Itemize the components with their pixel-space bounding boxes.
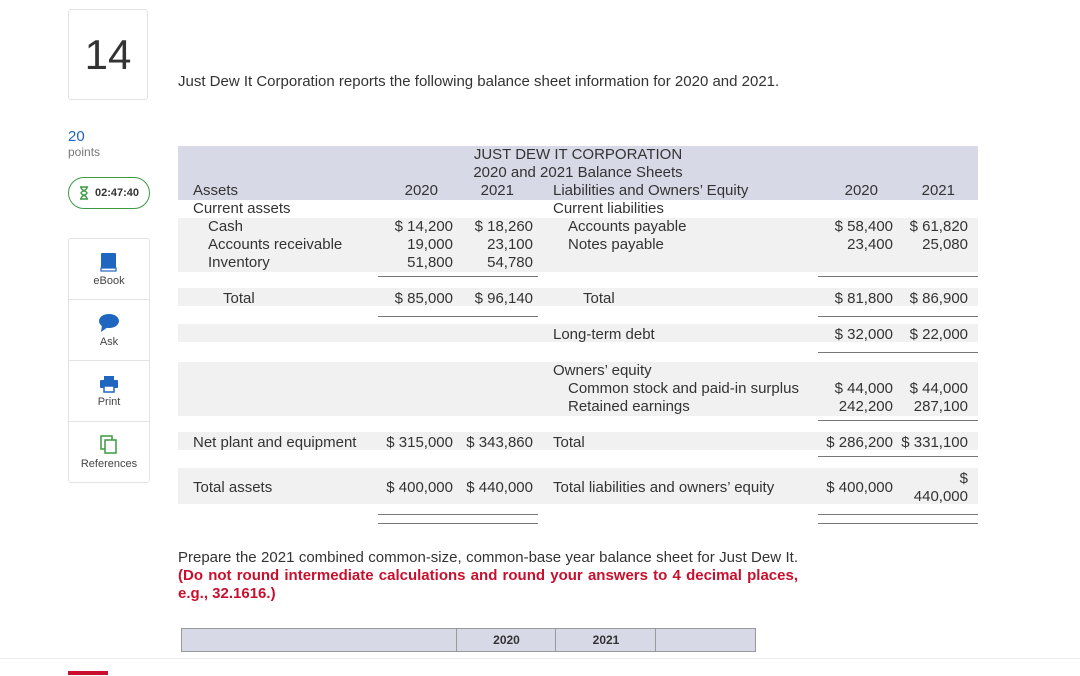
double-rule: [818, 523, 978, 524]
rounding-instruction: (Do not round intermediate calculations and round your answers to 4 decimal places, e.g., 32.1616.): [178, 567, 798, 602]
footer-red-mark: [68, 671, 108, 675]
total-assets-2020: $ 400,000: [386, 479, 453, 496]
retained-earnings-label: Retained earnings: [568, 398, 690, 415]
ar-label: Accounts receivable: [208, 236, 343, 253]
total-le-2021-value: 440,000: [913, 488, 968, 505]
rule: [818, 420, 978, 421]
tools-panel: [68, 238, 150, 483]
total-le-2020: $ 400,000: [826, 479, 893, 496]
net-plant-2021: $ 343,860: [466, 434, 533, 451]
net-plant-2020: $ 315,000: [386, 434, 453, 451]
current-liabilities-label: Current liabilities: [553, 200, 664, 217]
ask-label: Ask: [99, 335, 119, 348]
double-rule: [378, 514, 538, 515]
copy-icon: [100, 435, 118, 455]
printer-icon: [99, 375, 119, 393]
total-cl-2021: $ 86,900: [909, 290, 968, 307]
total-assets-2021: $ 440,000: [466, 479, 533, 496]
np-2020: 23,400: [847, 236, 893, 253]
total-ca-label: Total: [223, 290, 255, 307]
total-oe-2020: $ 286,200: [826, 434, 893, 451]
balance-sheet-table: [178, 146, 978, 526]
total-cl-label: Total: [583, 290, 615, 307]
np-2021: 25,080: [922, 236, 968, 253]
total-le-label: Total liabilities and owners’ equity: [553, 479, 775, 496]
year-2021-header: 2021: [921, 182, 955, 199]
prepare-instructions: [178, 549, 798, 603]
cash-label: Cash: [208, 218, 244, 235]
references-label: References: [80, 458, 138, 470]
total-ca-2020: $ 85,000: [394, 290, 453, 307]
retained-earnings-2020: 242,200: [838, 398, 893, 415]
timer[interactable]: [68, 177, 150, 209]
total-oe-label: Total: [553, 434, 585, 451]
question-number: 14: [68, 9, 148, 100]
intro-text: Just Dew It Corporation reports the following balance sheet information for 2020 and 2021.: [178, 73, 780, 90]
year-2020-header: 2020: [844, 182, 878, 199]
answer-col-blank: [655, 629, 756, 651]
rule: [818, 316, 978, 317]
points-value: 20: [68, 128, 85, 145]
liabilities-header: Liabilities and Owners’ Equity: [553, 182, 749, 199]
ask-button[interactable]: [69, 300, 149, 361]
hourglass-icon: [79, 186, 89, 200]
ap-2021: $ 61,820: [909, 218, 968, 235]
rule: [818, 276, 978, 277]
inventory-label: Inventory: [208, 254, 270, 271]
points-label: points: [68, 145, 101, 159]
owners-equity-label: Owners’ equity: [553, 362, 652, 379]
chat-bubble-icon: [98, 313, 120, 333]
double-rule: [818, 514, 978, 515]
ltd-2020: $ 32,000: [834, 326, 893, 343]
points-box: [68, 128, 100, 159]
table-title: JUST DEW IT CORPORATION: [473, 146, 683, 163]
net-plant-label: Net plant and equipment: [193, 434, 357, 451]
inventory-2020: 51,800: [407, 254, 453, 271]
cash-2020: $ 14,200: [394, 218, 453, 235]
inventory-2021: 54,780: [487, 254, 533, 271]
answer-col-2020: 2020: [456, 629, 556, 651]
ar-2020: 19,000: [407, 236, 453, 253]
answer-table-header: [181, 628, 756, 652]
ap-label: Accounts payable: [568, 218, 687, 235]
total-assets-label: Total assets: [193, 479, 273, 496]
timer-value: 02:47:40: [94, 187, 140, 199]
rule: [378, 276, 538, 277]
print-label: Print: [97, 395, 121, 408]
answer-col-2021: 2021: [555, 629, 656, 651]
ebook-label: eBook: [93, 274, 125, 287]
year-2020-header: 2020: [404, 182, 438, 199]
ltd-label: Long-term debt: [553, 326, 655, 343]
print-button[interactable]: [69, 361, 149, 422]
references-button[interactable]: [69, 422, 149, 483]
ebook-button[interactable]: [69, 239, 149, 300]
current-assets-label: Current assets: [193, 200, 291, 217]
ar-2021: 23,100: [487, 236, 533, 253]
total-le-2021-dollar: $: [959, 470, 968, 487]
cash-2021: $ 18,260: [474, 218, 533, 235]
assets-header: Assets: [193, 182, 239, 199]
total-ca-2021: $ 96,140: [474, 290, 533, 307]
np-label: Notes payable: [568, 236, 664, 253]
rule: [818, 352, 978, 353]
total-oe-2021: $ 331,100: [901, 434, 968, 451]
common-stock-2020: $ 44,000: [834, 380, 893, 397]
common-stock-label: Common stock and paid-in surplus: [568, 380, 799, 397]
table-subtitle: 2020 and 2021 Balance Sheets: [473, 164, 683, 181]
ap-2020: $ 58,400: [834, 218, 893, 235]
total-cl-2020: $ 81,800: [834, 290, 893, 307]
ltd-2021: $ 22,000: [909, 326, 968, 343]
common-stock-2021: $ 44,000: [909, 380, 968, 397]
double-rule: [378, 523, 538, 524]
retained-earnings-2021: 287,100: [913, 398, 968, 415]
rule: [818, 456, 978, 457]
book-icon: [100, 252, 118, 272]
footer-bar: [0, 658, 1080, 676]
prepare-text: Prepare the 2021 combined common-size, common-base year balance sheet for Just Dew It.: [178, 549, 798, 566]
year-2021-header: 2021: [480, 182, 514, 199]
rule: [378, 316, 538, 317]
